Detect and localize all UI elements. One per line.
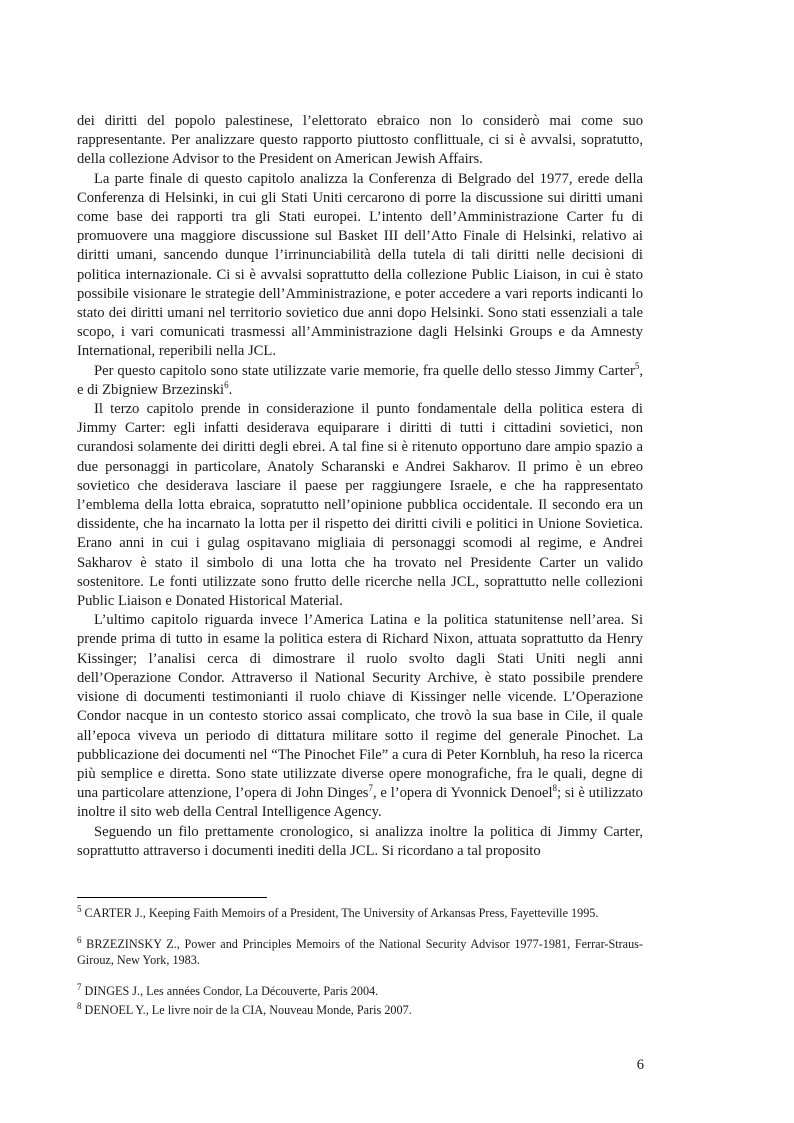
footnote-text: DENOEL Y., Le livre noir de la CIA, Nouveau Monde, Paris 2007. [81,1003,412,1017]
paragraph-memorie [77,362,643,400]
footnote-separator [77,897,267,898]
paragraph-ultimo-capitolo [77,611,643,822]
paragraph-memorie-text-a: Per questo capitolo sono state utilizzate varie memorie, fra quelle dello stesso Jimmy Carter [94,362,635,379]
footnote-number: 7 [77,981,82,992]
footnote-ref-8: 8 [552,783,557,794]
paragraph-memorie-text-c: . [228,381,233,398]
footnotes [77,905,643,1019]
footnote-5 [77,905,643,922]
footnote-8 [77,1002,643,1019]
paragraph-ultimo-text-a: L’ultimo capitolo riguarda invece l’America Latina e la politica statunitense nell’area. Si prende prima di tutto in esame la politica estera di Richard Nixon, attuata soprattutto da Henry Kissinger; l’analisi cerca di dimostrare il ruolo svolto dagli Stati Uniti negli anni dell’Operazione Condor. Attraverso il National Security Archive, è stato possibile prendere visione di documenti testimonianti il ruolo chiave di Kissinger nelle vicende. L’Operazione Condor nacque in un contesto storico assai complicato, che trovò la sua base in Cile, il quale all’epoca viveva un periodo di dittatura militare sotto il regime del generale Pinochet. La pubblicazione dei documenti nel “The Pinochet File” a cura di Peter Kornbluh, ha reso la ricerca più semplice e diretta. Sono state utilizzate diverse opere monografiche, fra le quali, degne di una particolare attenzione, l’opera di John Dinges [77,612,643,802]
footnote-ref-7: 7 [368,783,373,794]
paragraph-memorie-text-b: , e di Zbigniew Brzezinski [77,362,643,398]
footnote-text: CARTER J., Keeping Faith Memoirs of a President, The University of Arkansas Press, Fayetteville 1995. [81,906,599,920]
footnote-ref-6: 6 [224,379,229,390]
footnote-number: 5 [77,903,82,914]
footnote-text: BRZEZINSKY Z., Power and Principles Memoirs of the National Security Advisor 1977-1981, Ferrar-Straus-Girouz, New York, 1983. [77,936,643,967]
paragraph-terzo-capitolo: Il terzo capitolo prende in considerazione il punto fondamentale della politica estera di Jimmy Carter: egli infatti desiderava equiparare i diritti di tutti i cittadini sovietici, non curandosi solamente dei diritti degli ebrei. A tal fine si è ritenuto opportuno dare ampio spazio a due personaggi in particolare, Anatoly Scharanski e Andrei Sakharov. Il primo è un ebreo sovietico che desiderava lasciare il paese per raggiungere Israele, e che ha rappresentato l’emblema della lotta ebraica, sopratutto nell’opinione pubblica occidentale. Il secondo era un dissidente, che ha incarnato la lotta per il rispetto dei diritti civili e politici in Unione Sovietica. Erano anni in cui i gulag ospitavano migliaia di personaggi scomodi al regime, e Andrei Sakharov è stato il simbolo di una lotta che ha trovato nel Presidente Carter un valido sostenitore. Le fonti utilizzate sono frutto delle ricerche nella JCL, soprattutto nelle collezioni Public Liaison e Donated Historical Material. [77,401,643,610]
paragraph-ultimo-text-c: ; si è utilizzato inoltre il sito web della Central Intelligence Agency. [77,785,643,821]
page-number: 6 [636,1057,644,1073]
paragraph-ultimo-text-b: , e l’opera di Yvonnick Denoel [372,785,553,802]
footnote-7 [77,983,643,1000]
footnote-text: DINGES J., Les années Condor, La Découverte, Paris 2004. [81,983,379,998]
paragraph-belgrado: La parte finale di questo capitolo analizza la Conferenza di Belgrado del 1977, erede della Conferenza di Helsinki, in cui gli Stati Uniti cercarono di porre la discussione sui diritti umani come base dei rapporti tra gli Stati europei. L’intento dell’Amministrazione Carter fu di promuovere una maggiore discussione sul Basket III dell’Atto Finale di Helsinki, relativo ai diritti umani, sancendo dunque l’irrinunciabilità della tutela di tali diritti nelle decisioni di politica internazionale. Ci si è avvalsi soprattutto della collezione Public Liaison, in cui è stato possibile visionare le strategie dell’Amministrazione, e poter accedere a vari reports indicanti lo stato dei diritti umani nel territorio sovietico due anni dopo Helsinki. Sono stati essenziali a tale scopo, i vari comunicati trasmessi all’Amministrazione dagli Helsinki Groups e da Amnesty International, reperibili nella JCL. [77,170,643,360]
body-text [77,112,643,861]
footnote-number: 8 [77,1000,82,1011]
paragraph-cronologico: Seguendo un filo prettamente cronologico, si analizza inoltre la politica di Jimmy Carter, soprattutto attraverso i documenti inediti della JCL. Si ricordano a tal proposito [77,823,643,859]
paragraph-continuation: dei diritti del popolo palestinese, l’elettorato ebraico non lo considerò mai come suo rappresentante. Per analizzare questo rapporto piuttosto conflittuale, ci si è avvalsi, sopratutto, della collezione Advisor to the President on American Jewish Affairs. [77,113,643,168]
footnote-6 [77,936,643,969]
footnote-number: 6 [77,934,82,945]
footnote-ref-5: 5 [634,360,640,371]
